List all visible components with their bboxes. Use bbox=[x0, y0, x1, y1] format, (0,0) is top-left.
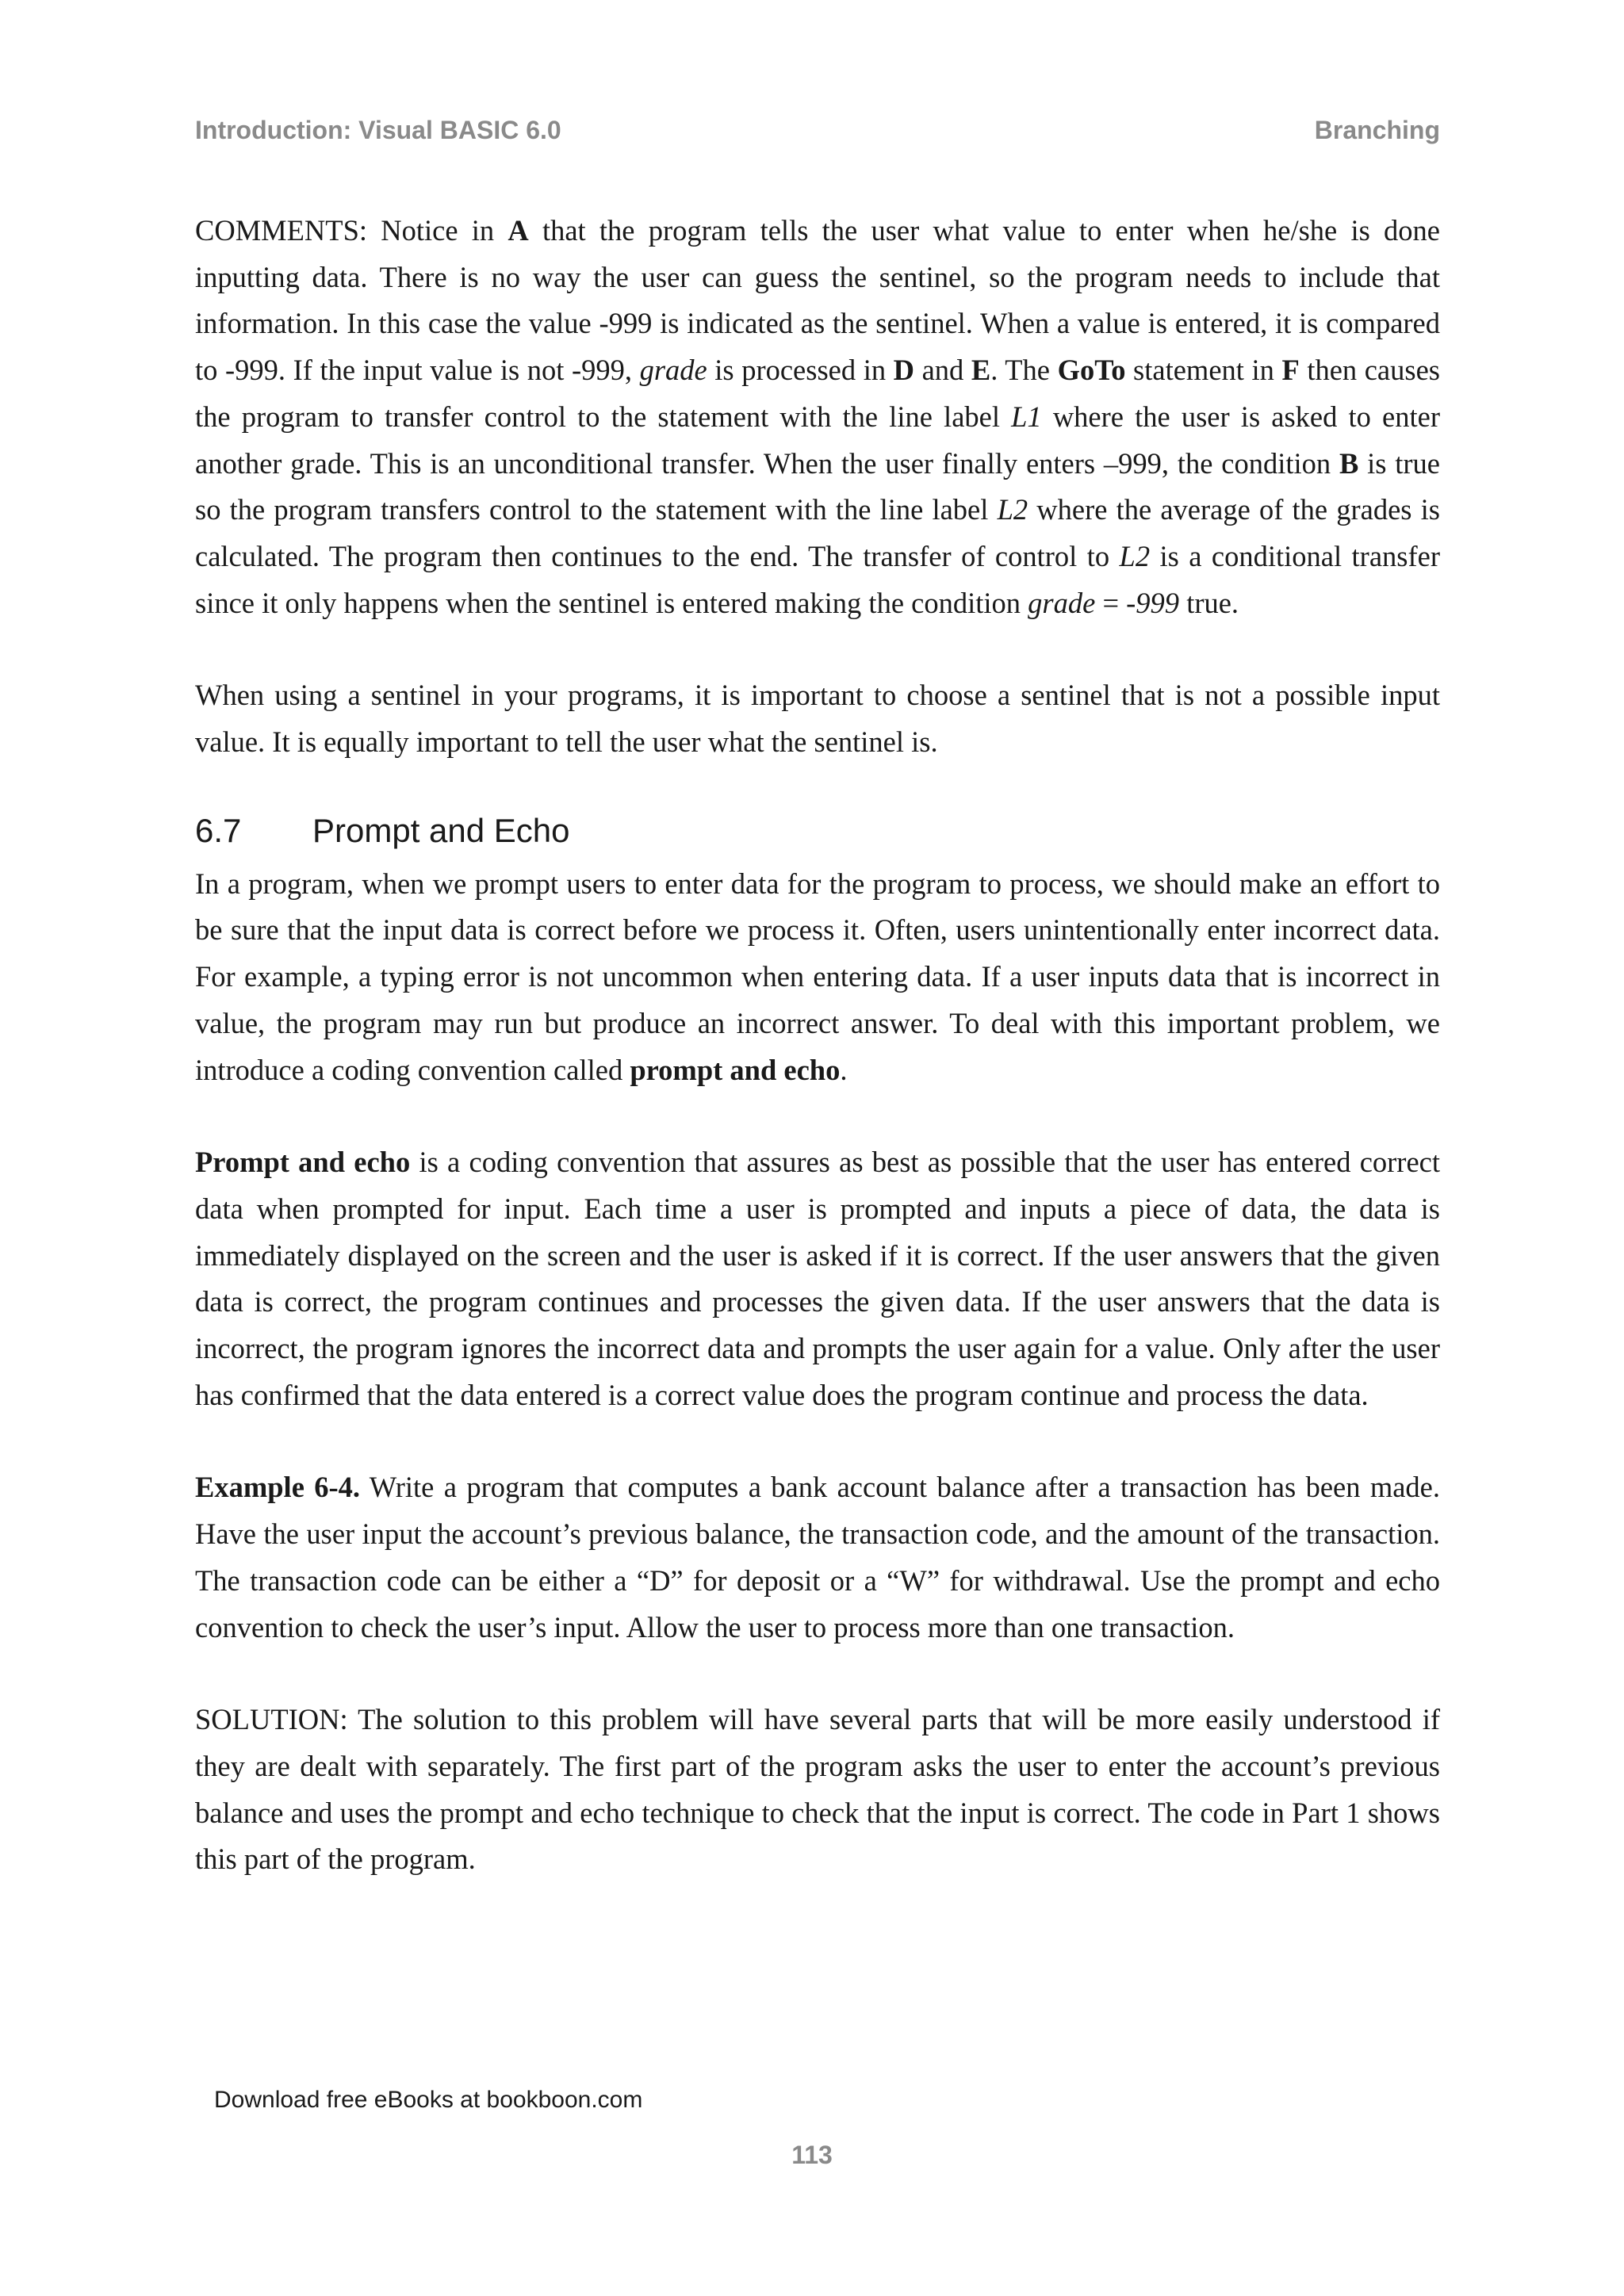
section-number: 6.7 bbox=[195, 811, 242, 849]
solution-paragraph: SOLUTION: The solution to this problem will have several parts that will be more easily understood if they are dealt with separately. The first part of the program asks the user to enter the account’s previous balance and uses the prompt and echo technique to check that the input is correct. The code in Part 1 shows this part of the program. bbox=[195, 1703, 1440, 1876]
page-number: 113 bbox=[791, 2141, 833, 2169]
section-heading bbox=[195, 807, 1440, 855]
footer-download-link[interactable]: Download free eBooks at bookboon.com bbox=[214, 2087, 643, 2113]
example-paragraph: Example 6-4. Write a program that computes a bank account balance after a transaction has been made. Have the user input the account’s previous balance, the transaction code, and the amount of the transaction. The transaction code can be either a “D” for deposit or a “W” for withdrawal. Use the prompt and echo convention to check the user’s input. Allow the user to process more than one transaction. bbox=[195, 1471, 1440, 1644]
definition-paragraph: Prompt and echo is a coding convention that assures as best as possible that the user has entered correct data when prompted for input. Each time a user is prompted and inputs a piece of data, the data is immediately displayed on the screen and the user is asked if it is correct. If the user answers that the given data is correct, the program continues and processes the given data. If the user answers that the data is incorrect, the program ignores the incorrect data and prompts the user again for a value. Only after the user has confirmed that the data entered is a correct value does the program continue and process the data. bbox=[195, 1146, 1441, 1411]
comments-paragraph: COMMENTS: Notice in A that the program tells the user what value to enter when he/she is done inputting data. There is no way the user can guess the sentinel, so the program needs to include that information. In this case the value -999 is indicated as the sentinel. When a value is entered, it is compared to -999. If the input value is not -999, grade is processed in D and E. The GoTo statement in F then causes the program to transfer control to the statement with the line label L1 where the user is asked to enter another grade. This is an unconditional transfer. When the user finally enters –999, the condition B is true so the program transfers control to the statement with the line label L2 where the average of the grades is calculated. The program then continues to the end. The transfer of control to L2 is a conditional transfer since it only happens when the sentinel is entered making the condition grade = -999 true. bbox=[195, 214, 1440, 619]
example-label: Example 6-4. bbox=[195, 1471, 361, 1504]
book-title: Introduction: Visual BASIC 6.0 bbox=[195, 116, 561, 144]
section-title: Prompt and Echo bbox=[312, 811, 570, 849]
page-content bbox=[195, 208, 1440, 1883]
running-header bbox=[195, 116, 1440, 147]
chapter-title: Branching bbox=[1314, 116, 1440, 144]
intro-paragraph: In a program, when we prompt users to enter data for the program to process, we should make an effort to be sure that the input data is correct before we process it. Often, users unintentionally enter incorrect data. For example, a typing error is not uncommon when entering data. If a user inputs data that is incorrect in value, the program may run but produce an incorrect answer. To deal with this important problem, we introduce a coding convention called prompt and echo. bbox=[195, 867, 1440, 1086]
sentinel-paragraph: When using a sentinel in your programs, it is important to choose a sentinel that is not a possible input value. It is equally important to tell the user what the sentinel is. bbox=[195, 679, 1440, 759]
